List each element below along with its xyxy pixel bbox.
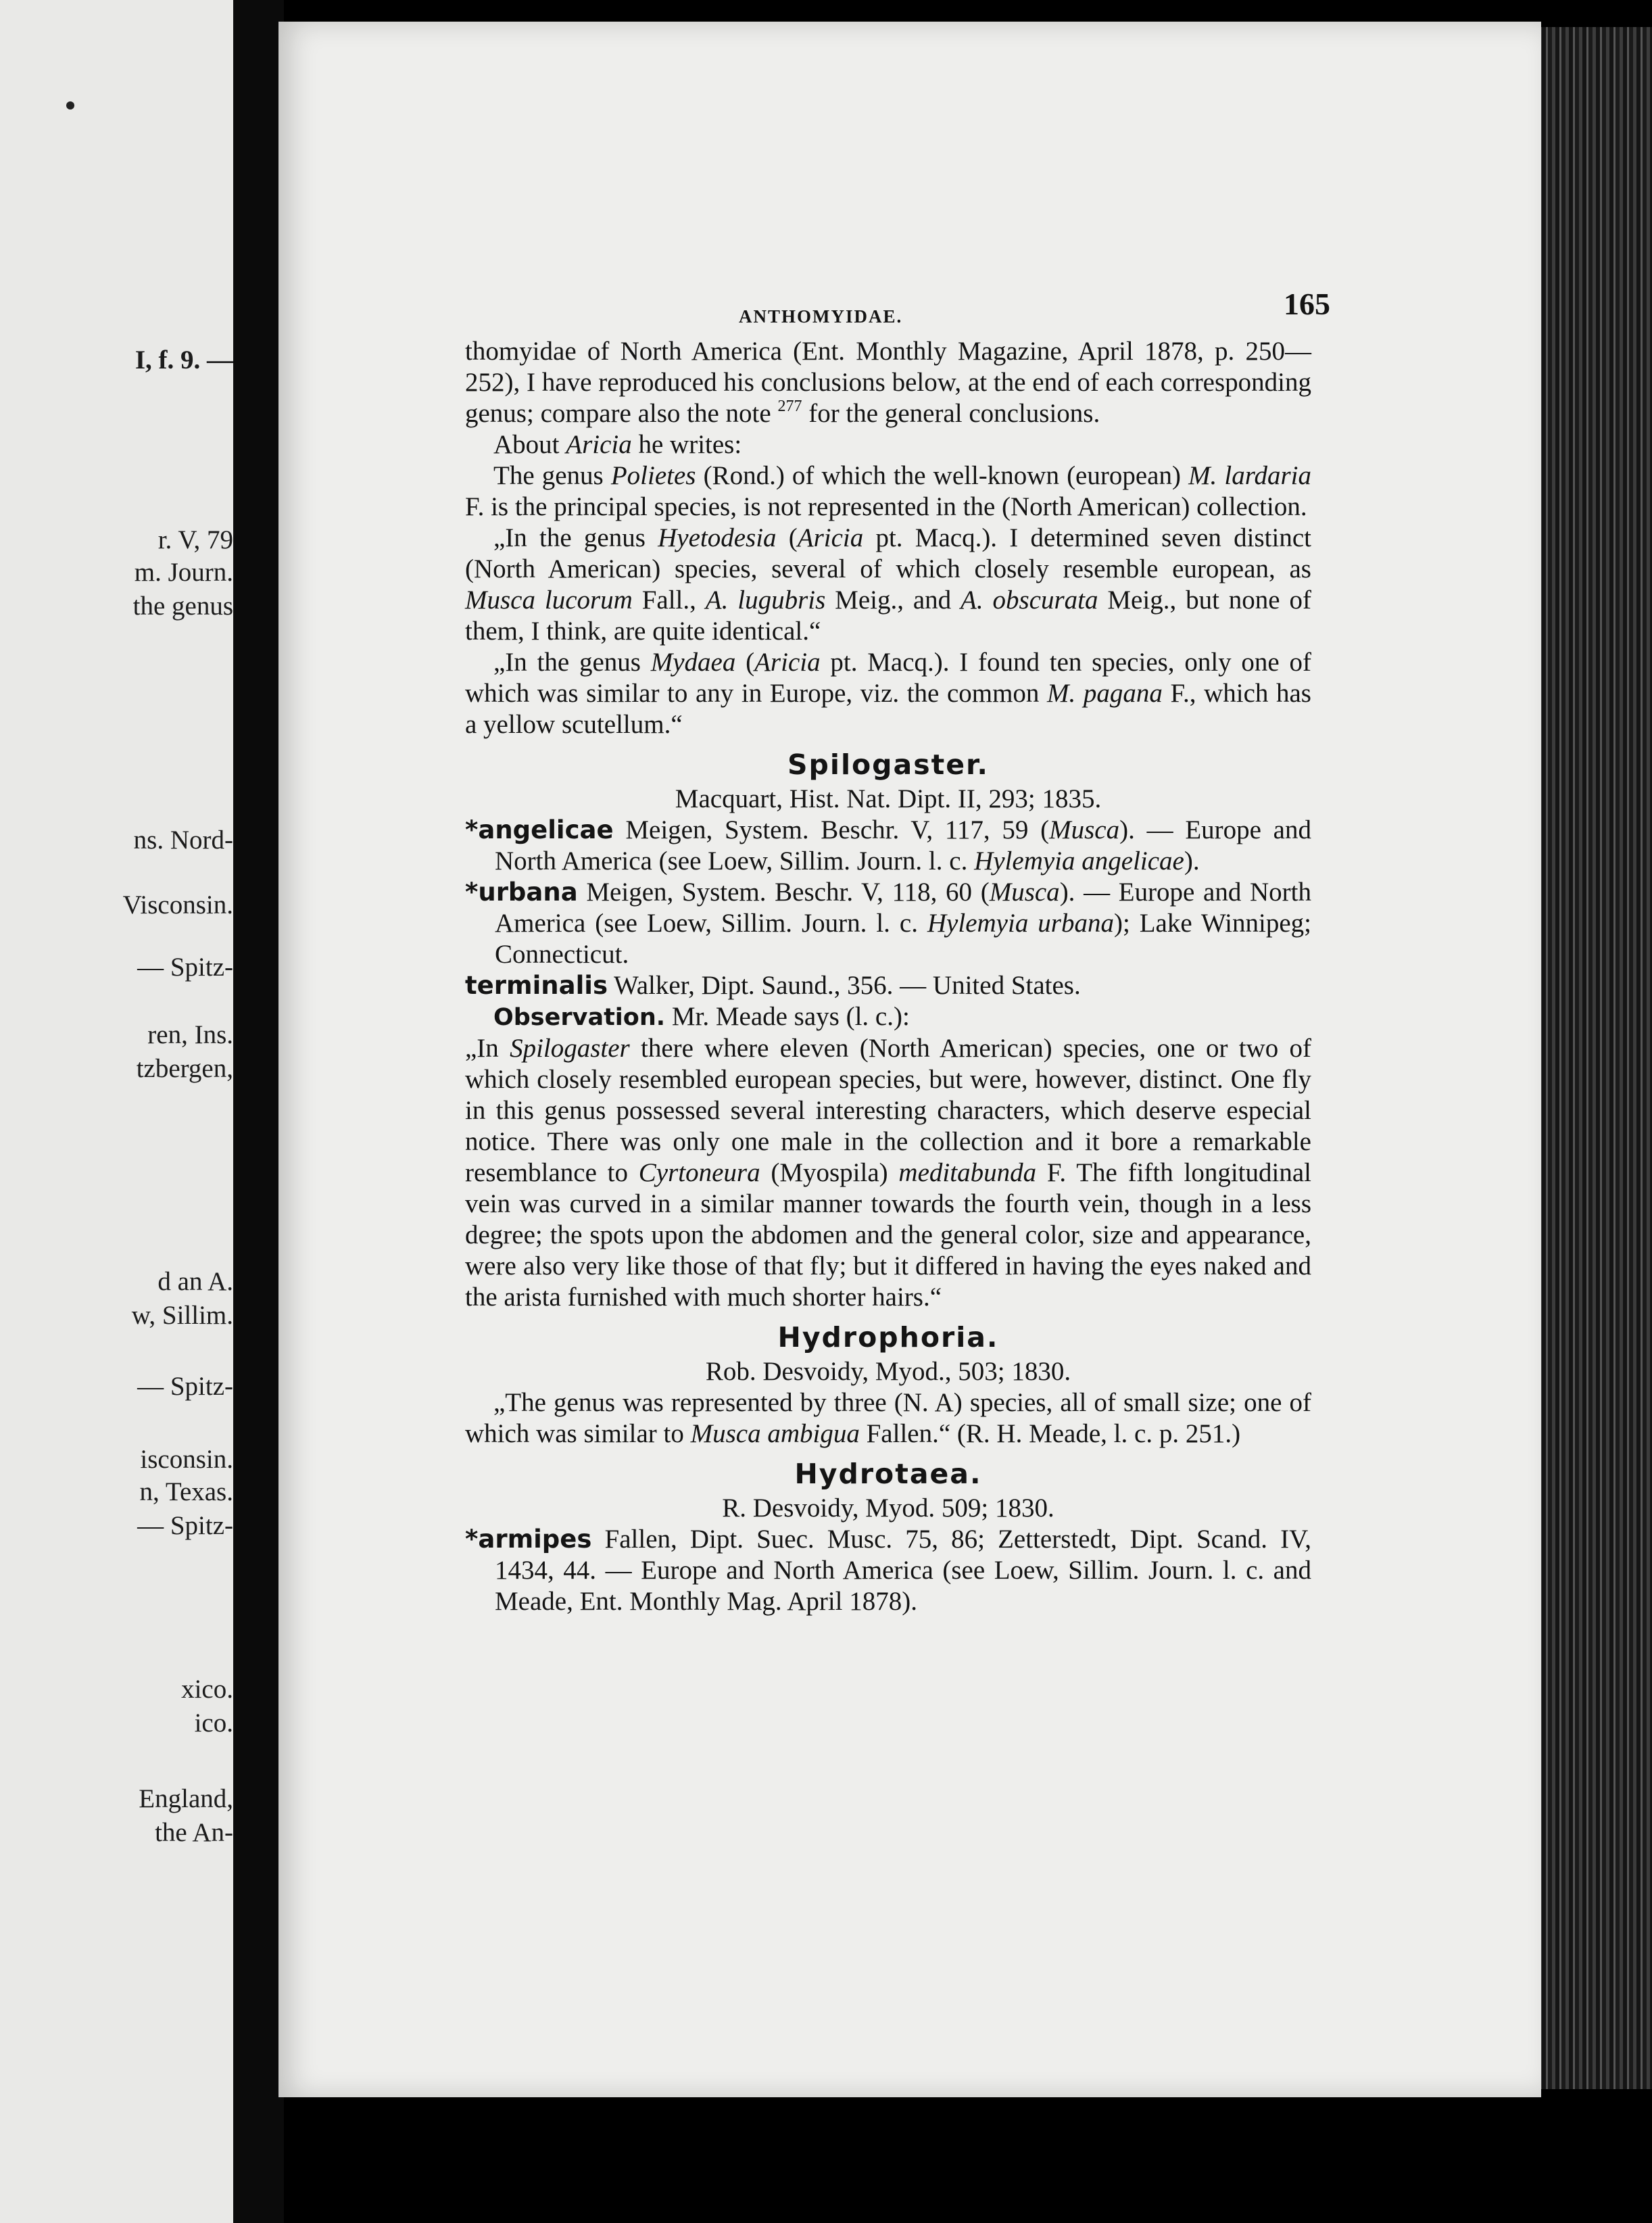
- species-name: *armipes: [465, 1525, 592, 1554]
- page-content: [465, 287, 1330, 1617]
- species-entry: *angelicae Meigen, System. Beschr. V, 117, 59 (Musca). — Europe and North America (see Loew, Sillim. Journ. l. c. Hylemyia angelicae).: [465, 815, 1311, 876]
- left-page-line: r. V, 79: [157, 525, 233, 554]
- ink-dot: [66, 101, 74, 110]
- left-page-line: ns. Nord-: [133, 826, 233, 855]
- species-list-spilogaster: [465, 815, 1311, 1001]
- observation-label: Observation.: [493, 1004, 666, 1031]
- observation-quote: „In Spilogaster there where eleven (North American) species, one or two of which closely resembled european species, but were, however, distinct. One fly in this genus possessed several interesting characters, which deserve especial notice. There was only one male in the collection and it bore a remarkable resemblance to Cyrtoneura (Myospila) meditabunda F. The fifth longitudinal vein was curved in a similar manner towards the fourth vein, though in a less degree; the spots upon the abdomen and the general color, size and appearance, were also very like those of that fly; but it differed in having the eyes naked and the arista furnished with much shorter hairs.“: [465, 1034, 1311, 1312]
- genus-heading-spilogaster: Spilogaster.: [787, 748, 989, 781]
- species-name: *angelicae: [465, 815, 614, 844]
- genus-author-hydrotaea: R. Desvoidy, Myod. 509; 1830.: [722, 1493, 1054, 1523]
- genus-heading-hydrotaea: Hydrotaea.: [794, 1458, 982, 1490]
- left-page-line: the genus: [132, 592, 233, 621]
- observation-intro-text: Mr. Meade says (l. c.):: [665, 1002, 910, 1031]
- genus-heading-hydrophoria: Hydrophoria.: [777, 1321, 999, 1354]
- intro-paragraph-5: „In the genus Mydaea (Aricia pt. Macq.). I found ten species, only one of which was similar to any in Europe, viz. the common M. pagana F., which has a yellow scutellum.“: [465, 648, 1311, 739]
- left-page-line: I, f. 9. —: [135, 345, 233, 375]
- left-page-line: tzbergen,: [136, 1054, 233, 1083]
- intro-paragraph-4: „In the genus Hyetodesia (Aricia pt. Macq.). I determined seven distinct (North American) species, several of which closely resemble european, as Musca lucorum Fall., A. lugubris Meig., and A. obscurata Meig., but none of them, I think, are quite identical.“: [465, 523, 1311, 646]
- species-name: *urbana: [465, 878, 578, 907]
- genus-author-spilogaster: Macquart, Hist. Nat. Dipt. II, 293; 1835.: [675, 784, 1102, 813]
- left-page-line: xico.: [181, 1675, 233, 1704]
- left-page-line: England,: [139, 1784, 233, 1813]
- left-page-line: — Spitz-: [137, 953, 233, 982]
- left-page-line: isconsin.: [140, 1445, 233, 1474]
- species-entry: terminalis Walker, Dipt. Saund., 356. — United States.: [465, 971, 1081, 1000]
- intro-paragraph-3: The genus Polietes (Rond.) of which the well-known (european) M. lardaria F. is the principal species, is not represented in the (North American) collection.: [465, 461, 1311, 521]
- right-page: [278, 22, 1541, 2097]
- left-page-line: m. Journ.: [134, 558, 233, 587]
- species-name: terminalis: [465, 971, 608, 1000]
- left-page-line: w, Sillim.: [131, 1301, 233, 1330]
- intro-paragraph-1: thomyidae of North America (Ent. Monthly Magazine, April 1878, p. 250—252), I have reproduced his conclusions below, at the end of each corresponding genus; compare also the note $^{277}$ for the general conclusions.: [465, 337, 1311, 428]
- left-page-line: Visconsin.: [122, 890, 233, 919]
- species-list-hydrotaea: [465, 1524, 1311, 1617]
- left-page-line: n, Texas.: [139, 1477, 233, 1506]
- left-page-line: ren, Ins.: [147, 1020, 233, 1049]
- page-edges: [1534, 27, 1652, 2089]
- left-page-line: ico.: [194, 1708, 233, 1738]
- hydrophoria-quote: „The genus was represented by three (N. A) species, all of small size; one of which was similar to Musca ambigua Fallen.“ (R. H. Meade, l. c. p. 251.): [465, 1388, 1311, 1448]
- page-number: 165: [1284, 287, 1330, 321]
- species-entry: *urbana Meigen, System. Beschr. V, 118, 60 (Musca). — Europe and North America (see Loew, Sillim. Journ. l. c. Hylemyia urbana); Lake Winnipeg; Connecticut.: [465, 878, 1311, 969]
- left-page-line: — Spitz-: [137, 1511, 233, 1540]
- genus-author-hydrophoria: Rob. Desvoidy, Myod., 503; 1830.: [705, 1357, 1071, 1386]
- species-entry: *armipes Fallen, Dipt. Suec. Musc. 75, 86; Zetterstedt, Dipt. Scand. IV, 1434, 44. — Europe and North America (see Loew, Sillim. Journ. l. c. and Meade, Ent. Monthly Mag. April 1878).: [465, 1525, 1311, 1616]
- left-page-line: — Spitz-: [137, 1372, 233, 1401]
- intro-paragraph-2: About Aricia he writes:: [493, 430, 742, 459]
- left-page-line: the An-: [155, 1818, 233, 1847]
- running-head: ANTHOMYIDAE.: [739, 306, 903, 327]
- page-header: [465, 287, 1330, 336]
- observation-intro: [465, 1001, 1311, 1033]
- left-page-line: d an A.: [157, 1267, 233, 1296]
- left-page-fragment: [0, 0, 233, 2223]
